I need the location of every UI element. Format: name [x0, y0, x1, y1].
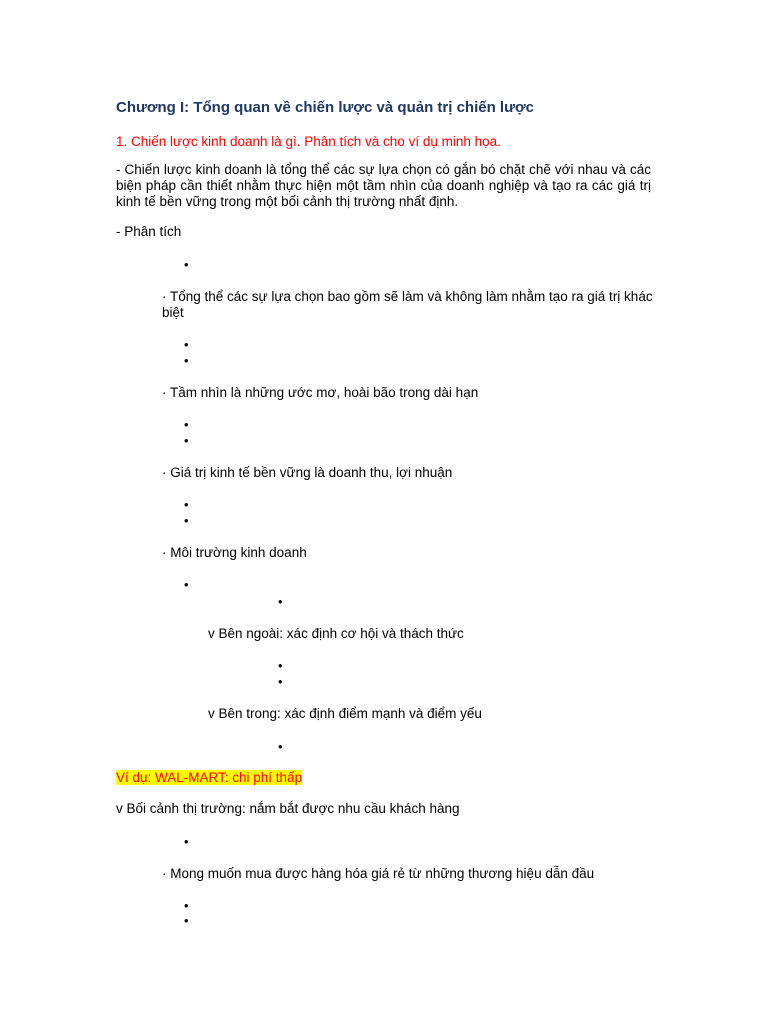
bullet: • [184, 497, 189, 512]
item-internal: v Bên trong: xác định điểm mạnh và điểm yếu [208, 706, 482, 721]
bullet: • [184, 913, 189, 928]
bullet: • [184, 513, 189, 528]
item-environment: · Môi trường kinh doanh [162, 545, 307, 560]
bullet: • [184, 353, 189, 368]
bullet: • [184, 433, 189, 448]
bullet: • [184, 834, 189, 849]
bullet: • [278, 658, 283, 673]
market-context: v Bối cảnh thị trường: nắm bắt được nhu cầu khách hàng [116, 801, 460, 816]
bullet: • [184, 577, 189, 592]
bullet: • [278, 594, 283, 609]
item-desire: · Mong muốn mua được hàng hóa giá rẻ từ những thương hiệu dẫn đầu [162, 866, 595, 881]
bullet: • [278, 674, 283, 689]
bullet: • [184, 337, 189, 352]
example-highlight: Ví dụ: WAL-MART: chi phí thấp [116, 770, 303, 785]
chapter-title: Chương I: Tổng quan về chiến lược và quản trị chiến lược [116, 99, 534, 116]
bullet: • [184, 417, 189, 432]
question-heading: 1. Chiến lược kinh doanh là gì. Phân tích và cho ví dụ minh họa. [116, 134, 501, 149]
bullet: • [184, 898, 189, 913]
item-value: · Giá trị kinh tế bền vững là doanh thu, lợi nhuận [162, 465, 453, 480]
item-choices: · Tổng thể các sự lựa chọn bao gồm sẽ làm và không làm nhằm tạo ra giá trị khác biệt [162, 289, 653, 320]
definition-paragraph: - Chiến lược kinh doanh là tổng thể các sự lựa chọn có gắn bó chặt chẽ với nhau và các biện pháp cần thiết nhằm thực hiện một tầm nhìn của doanh nghiệp và tạo ra các giá trị kinh tế bền vững trong một bối cảnh thị trường nhất định. [116, 162, 651, 209]
example-heading [116, 770, 302, 786]
bullet: • [184, 257, 189, 272]
bullet: • [278, 739, 283, 754]
item-external: v Bên ngoài: xác định cơ hội và thách thức [208, 626, 464, 641]
item-vision: · Tầm nhìn là những ước mơ, hoài bão trong dài hạn [162, 385, 479, 400]
analysis-label: - Phân tích [116, 224, 182, 239]
